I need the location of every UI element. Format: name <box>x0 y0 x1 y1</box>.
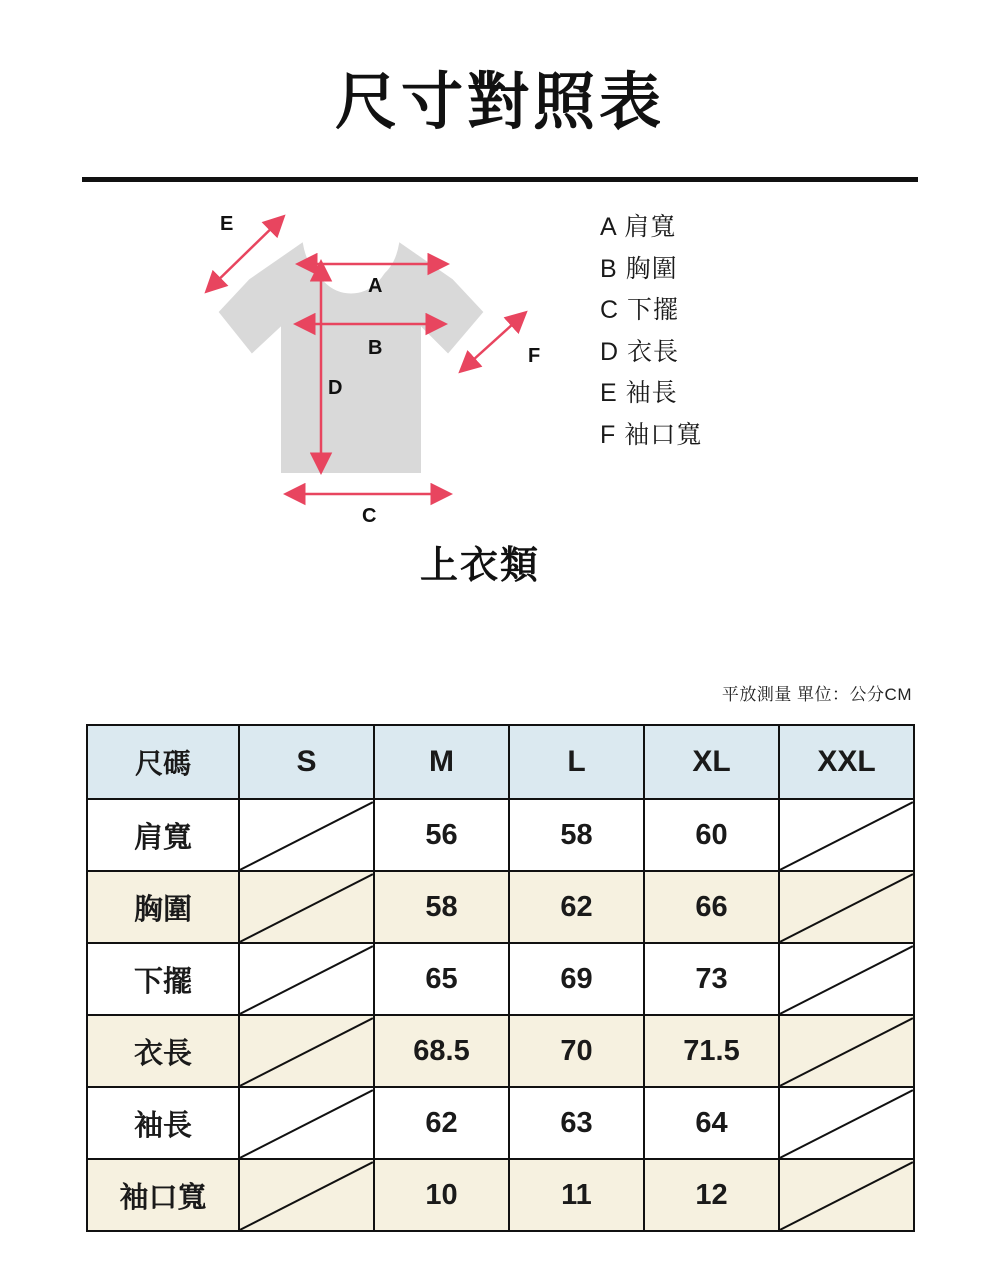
table-row <box>87 799 914 871</box>
title-divider <box>82 177 918 182</box>
legend-item-chest: B 胸圍 <box>600 254 678 283</box>
legend-item-sleeve: E 袖長 <box>600 379 678 407</box>
table-header-xl: XL <box>644 725 779 799</box>
cell-chest-s <box>239 871 374 943</box>
cell-sleeve-xl: 64 <box>644 1087 779 1159</box>
legend-item-hem: C 下擺 <box>600 296 680 324</box>
svg-text:C: C <box>362 505 377 527</box>
row-label-hem: 下擺 <box>87 943 239 1015</box>
tshirt-diagram-icon <box>190 202 570 532</box>
cell-sleeve-l: 63 <box>509 1087 644 1159</box>
table-header-s: S <box>239 725 374 799</box>
cell-chest-m: 58 <box>374 871 509 943</box>
cell-shoulder-s <box>239 799 374 871</box>
cell-length-l: 70 <box>509 1015 644 1087</box>
svg-text:E: E <box>220 213 234 235</box>
legend-item-cuff: F 袖口寬 <box>600 420 703 449</box>
table-header-m: M <box>374 725 509 799</box>
measurement-diagram-section <box>0 192 1000 532</box>
cell-cuff-xl: 12 <box>644 1159 779 1231</box>
cell-length-xxl <box>779 1015 914 1087</box>
svg-text:D: D <box>328 377 343 399</box>
cell-cuff-xxl <box>779 1159 914 1231</box>
cell-hem-xl: 73 <box>644 943 779 1015</box>
cell-length-s <box>239 1015 374 1087</box>
table-header-size-label: 尺碼 <box>87 725 239 799</box>
cell-hem-m: 65 <box>374 943 509 1015</box>
cell-sleeve-xxl <box>779 1087 914 1159</box>
cell-hem-s <box>239 943 374 1015</box>
table-row <box>87 1159 914 1231</box>
cell-chest-xxl <box>779 871 914 943</box>
page-title: 尺寸對照表 <box>334 68 665 137</box>
size-table <box>86 724 915 1232</box>
cell-chest-xl: 66 <box>644 871 779 943</box>
cell-cuff-s <box>239 1159 374 1231</box>
cell-length-m: 68.5 <box>374 1015 509 1087</box>
table-row <box>87 871 914 943</box>
svg-text:F: F <box>528 345 541 367</box>
cell-shoulder-m: 56 <box>374 799 509 871</box>
table-header-row <box>87 725 914 799</box>
row-label-shoulder: 肩寬 <box>87 799 239 871</box>
legend-item-shoulder: A 肩寬 <box>600 213 677 241</box>
table-row <box>87 1087 914 1159</box>
cell-shoulder-xl: 60 <box>644 799 779 871</box>
cell-sleeve-m: 62 <box>374 1087 509 1159</box>
cell-hem-xxl <box>779 943 914 1015</box>
size-chart-page <box>0 52 1000 1277</box>
unit-note: 平放測量 單位：公分CM <box>721 685 912 704</box>
category-heading: 上衣類 <box>419 545 540 587</box>
svg-text:A: A <box>368 275 383 297</box>
cell-chest-l: 62 <box>509 871 644 943</box>
row-label-cuff: 袖口寬 <box>87 1159 239 1231</box>
measurement-legend <box>600 214 702 449</box>
table-header-xxl: XXL <box>779 725 914 799</box>
row-label-length: 衣長 <box>87 1015 239 1087</box>
cell-shoulder-xxl <box>779 799 914 871</box>
cell-sleeve-s <box>239 1087 374 1159</box>
cell-cuff-l: 11 <box>509 1159 644 1231</box>
size-table-wrap <box>86 724 914 1232</box>
cell-length-xl: 71.5 <box>644 1015 779 1087</box>
table-row <box>87 1015 914 1087</box>
table-row <box>87 943 914 1015</box>
cell-cuff-m: 10 <box>374 1159 509 1231</box>
row-label-sleeve: 袖長 <box>87 1087 239 1159</box>
svg-text:B: B <box>368 337 383 359</box>
table-header-l: L <box>509 725 644 799</box>
cell-shoulder-l: 58 <box>509 799 644 871</box>
legend-item-length: D 衣長 <box>600 337 680 366</box>
row-label-chest: 胸圍 <box>87 871 239 943</box>
cell-hem-l: 69 <box>509 943 644 1015</box>
